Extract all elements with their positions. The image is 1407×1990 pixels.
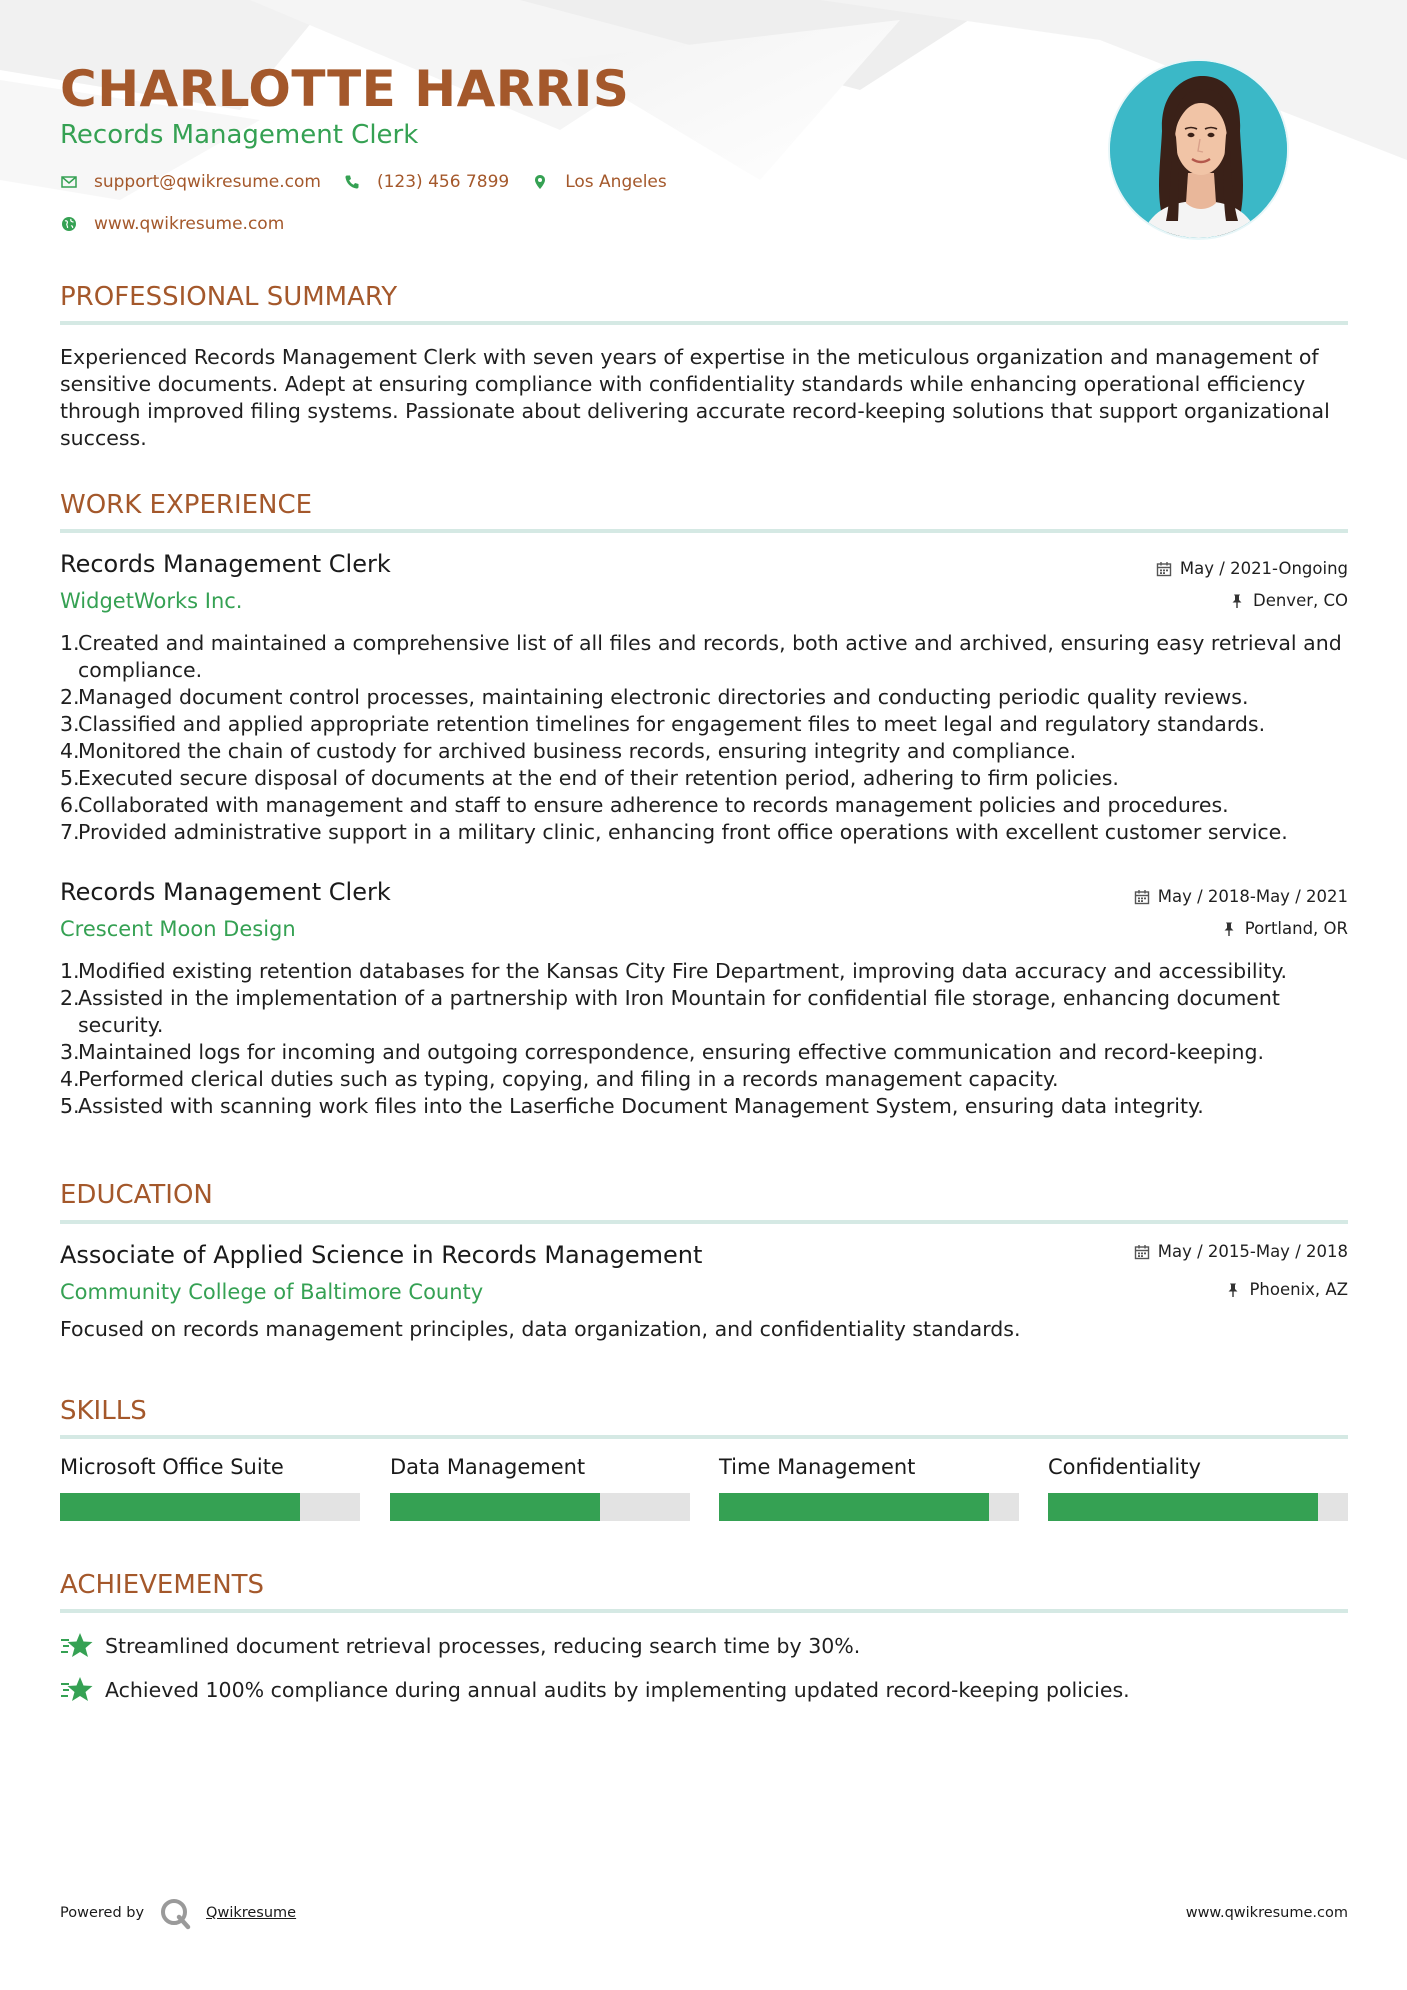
star-icon: [60, 1631, 94, 1661]
list-item: 5. Assisted with scanning work files into the Laserfiche Document Management System, ensuring data integrity.: [60, 1094, 1204, 1118]
contact-location: [531, 172, 667, 192]
pushpin-icon: [1225, 1282, 1241, 1298]
contact-row: [60, 172, 689, 192]
calendar-icon: [1134, 889, 1150, 905]
education-degree: Associate of Applied Science in Records Management: [60, 1241, 703, 1269]
job-location-text: Denver, CO: [1252, 591, 1348, 610]
job-bullets: [60, 958, 1348, 1120]
contact-website-text: www.qwikresume.com: [94, 214, 285, 234]
skill-name: Data Management: [390, 1455, 586, 1479]
skill-name: Confidentiality: [1048, 1455, 1201, 1479]
list-item: 2. Assisted in the implementation of a partnership with Iron Mountain for confidential file storage, enhancing document security.: [60, 986, 1280, 1037]
skills-heading: SKILLS: [60, 1396, 147, 1426]
job-title: Records Management Clerk: [60, 550, 391, 578]
job-date: [1134, 887, 1348, 906]
job-location-text: Portland, OR: [1244, 919, 1348, 938]
contact-phone[interactable]: [343, 172, 509, 192]
contact-email-text: support@qwikresume.com: [94, 172, 321, 192]
skill-bar: [719, 1493, 1019, 1521]
contact-website[interactable]: [60, 214, 284, 234]
list-item: 3. Classified and applied appropriate retention timelines for engagement files to meet legal and regulatory standards.: [60, 712, 1266, 736]
qwikresume-logo-icon: [158, 1896, 192, 1930]
experience-heading: WORK EXPERIENCE: [60, 490, 313, 520]
contact-location-text: Los Angeles: [565, 172, 667, 192]
list-item: 1. Created and maintained a comprehensive list of all files and records, both active and archived, ensuring easy retrieval and compliance.: [60, 631, 1342, 682]
section-divider: [60, 1220, 1348, 1224]
section-divider: [60, 1609, 1348, 1613]
achievement-item: [60, 1631, 860, 1661]
list-item: 6. Collaborated with management and staff to ensure adherence to records management policies and procedures.: [60, 793, 1229, 817]
qwikresume-link[interactable]: Qwikresume: [206, 1905, 297, 1921]
powered-by-label: Powered by: [60, 1905, 145, 1921]
summary-text: Experienced Records Management Clerk with seven years of expertise in the meticulous organization and management of sensitive documents. Adept at ensuring compliance with confidentiality standards while enhancing operational efficiency through improved filing systems. Passionate about delivering accurate record-keeping solutions that support organizational success.: [60, 345, 1330, 450]
education-date: [1134, 1242, 1348, 1261]
envelope-icon: [60, 173, 78, 191]
summary-heading: PROFESSIONAL SUMMARY: [60, 282, 398, 312]
candidate-role: Records Management Clerk: [60, 120, 419, 150]
list-item: 5. Executed secure disposal of documents at the end of their retention period, adhering to firm policies.: [60, 766, 1119, 790]
skill-bar-fill: [390, 1493, 600, 1521]
job-title: Records Management Clerk: [60, 878, 391, 906]
list-item: 4. Monitored the chain of custody for archived business records, ensuring integrity and compliance.: [60, 739, 1077, 763]
achievements-heading: ACHIEVEMENTS: [60, 1570, 265, 1600]
achievement-text: Streamlined document retrieval processes, reducing search time by 30%.: [105, 1634, 861, 1658]
candidate-name: CHARLOTTE HARRIS: [60, 60, 630, 118]
list-item: 1. Modified existing retention databases for the Kansas City Fire Department, improving data accuracy and accessibility.: [60, 959, 1288, 983]
skill-bar-fill: [60, 1493, 300, 1521]
footer-website[interactable]: www.qwikresume.com: [1185, 1905, 1348, 1921]
education-date-text: May / 2015-May / 2018: [1157, 1242, 1348, 1261]
job-bullets: [60, 630, 1348, 846]
skill-bar: [1048, 1493, 1348, 1521]
job-company: Crescent Moon Design: [60, 917, 296, 941]
job-date: [1156, 559, 1348, 578]
list-item: 7. Provided administrative support in a military clinic, enhancing front office operations with excellent customer service.: [60, 820, 1288, 844]
contact-row-web: [60, 214, 306, 234]
star-icon: [60, 1675, 94, 1705]
job-date-text: May / 2018-May / 2021: [1157, 887, 1348, 906]
pushpin-icon: [1221, 921, 1237, 937]
list-item: 4. Performed clerical duties such as typing, copying, and filing in a records management capacity.: [60, 1067, 1059, 1091]
education-school: Community College of Baltimore County: [60, 1280, 484, 1304]
section-divider: [60, 321, 1348, 325]
map-pin-icon: [531, 173, 549, 191]
list-item: 2. Managed document control processes, maintaining electronic directories and conducting periodic quality reviews.: [60, 685, 1249, 709]
skill-bar-fill: [719, 1493, 989, 1521]
achievement-item: [60, 1675, 1130, 1705]
section-divider: [60, 529, 1348, 533]
calendar-icon: [1156, 561, 1172, 577]
skill-name: Time Management: [719, 1455, 916, 1479]
skill-name: Microsoft Office Suite: [60, 1455, 284, 1479]
education-description: Focused on records management principles, data organization, and confidentiality standards.: [60, 1317, 1021, 1341]
avatar: [1108, 59, 1289, 240]
list-item: 3. Maintained logs for incoming and outgoing correspondence, ensuring effective communication and record-keeping.: [60, 1040, 1265, 1064]
education-heading: EDUCATION: [60, 1180, 213, 1210]
calendar-icon: [1134, 1244, 1150, 1260]
skill-bar: [390, 1493, 690, 1521]
pushpin-icon: [1229, 593, 1245, 609]
skill-bar: [60, 1493, 360, 1521]
job-location: [1221, 919, 1348, 938]
contact-email[interactable]: [60, 172, 321, 192]
education-location-text: Phoenix, AZ: [1249, 1280, 1348, 1299]
skill-bar-fill: [1048, 1493, 1318, 1521]
phone-icon: [343, 173, 361, 191]
globe-icon: [60, 215, 78, 233]
job-company: WidgetWorks Inc.: [60, 589, 243, 613]
job-location: [1229, 591, 1348, 610]
achievement-text: Achieved 100% compliance during annual audits by implementing updated record-keeping policies.: [105, 1678, 1130, 1702]
contact-phone-text: (123) 456 7899: [376, 172, 510, 192]
education-location: [1225, 1280, 1348, 1299]
section-divider: [60, 1435, 1348, 1439]
footer-powered-by: [60, 1896, 296, 1930]
job-date-text: May / 2021-Ongoing: [1179, 559, 1348, 578]
